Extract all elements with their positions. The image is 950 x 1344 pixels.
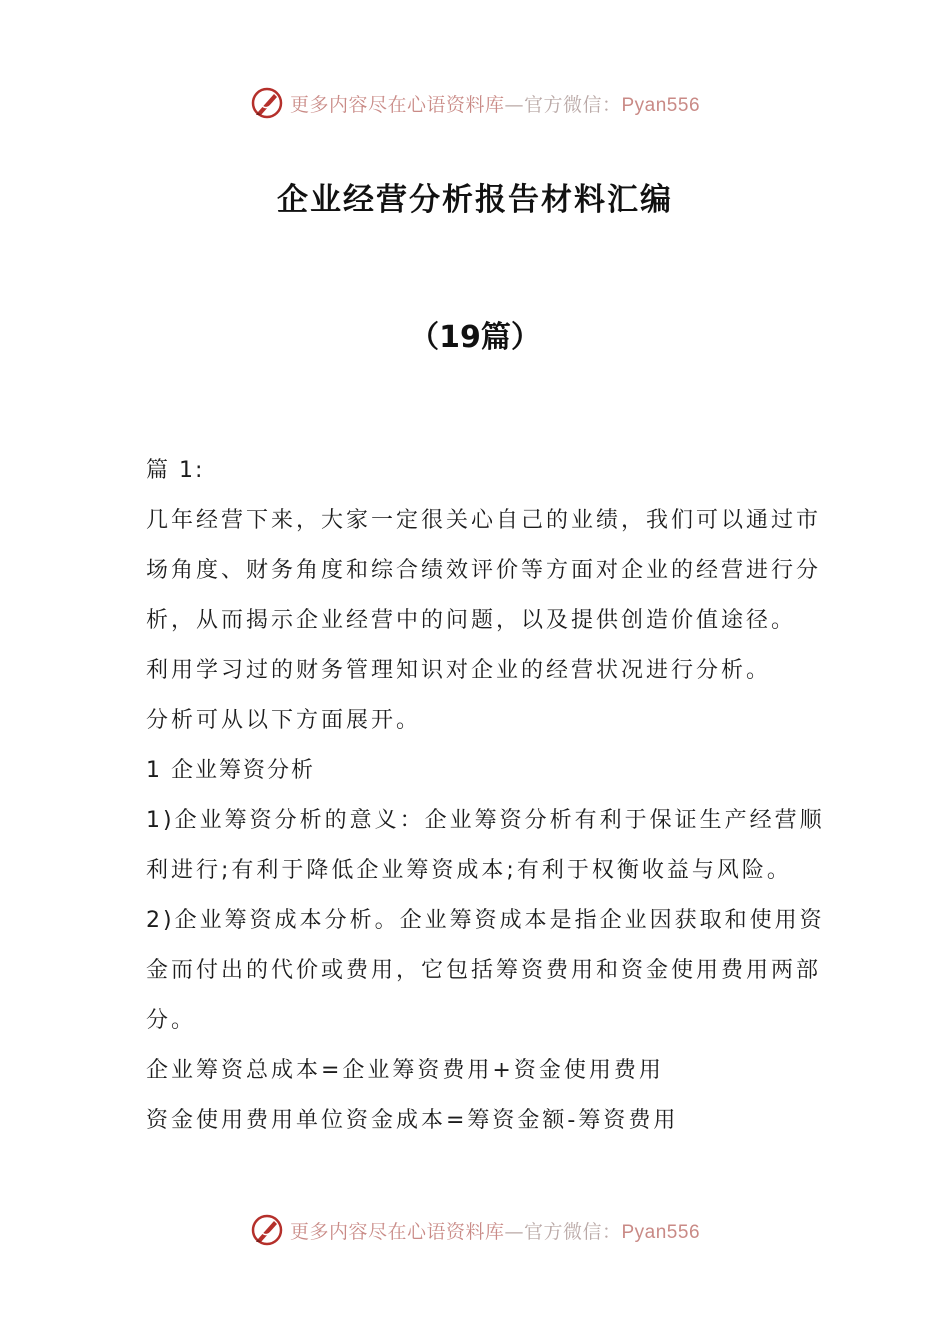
document-body: [146, 446, 826, 1146]
pen-logo-icon: [250, 86, 284, 120]
banner-text: [290, 90, 700, 117]
banner-main-text: 更多内容尽在心语资料库: [289, 93, 505, 116]
pen-logo-icon: [250, 1213, 284, 1247]
paragraph: 分析可从以下方面展开。: [146, 708, 422, 733]
banner-wechat-label: —官方微信：: [504, 93, 622, 116]
formula-line: 资金使用费用单位资金成本=筹资金额-筹资费用: [146, 1108, 679, 1133]
paragraph: 2)企业筹资成本分析。企业筹资成本是指企业因获取和使用资金而付出的代价或费用，它包括筹资费用和资金使用费用两部分。: [146, 908, 825, 1033]
banner-wechat-label: —官方微信：: [504, 1220, 622, 1243]
paragraph: 利用学习过的财务管理知识对企业的经营状况进行分析。: [146, 658, 772, 683]
section-heading: 篇 1:: [146, 458, 205, 483]
paragraph: 几年经营下来，大家一定很关心自己的业绩，我们可以通过市场角度、财务角度和综合绩效评价等方面对企业的经营进行分析，从而揭示企业经营中的问题，以及提供创造价值途径。: [146, 508, 822, 633]
banner-wechat-id: Pyan556: [621, 1221, 701, 1243]
banner-main-text: 更多内容尽在心语资料库: [289, 1220, 505, 1243]
subsection-heading: 1 企业筹资分析: [146, 758, 315, 783]
footer-banner: [0, 1210, 950, 1250]
banner-text: [290, 1217, 700, 1244]
paragraph: 1)企业筹资分析的意义：企业筹资分析有利于保证生产经营顺利进行;有利于降低企业筹资成本;有利于权衡收益与风险。: [146, 808, 825, 883]
header-banner: [0, 83, 950, 123]
document-subtitle: （19篇）: [409, 320, 541, 355]
banner-wechat-id: Pyan556: [621, 94, 701, 116]
document-title: 企业经营分析报告材料汇编: [277, 182, 673, 218]
formula-line: 企业筹资总成本=企业筹资费用+资金使用费用: [146, 1058, 664, 1083]
